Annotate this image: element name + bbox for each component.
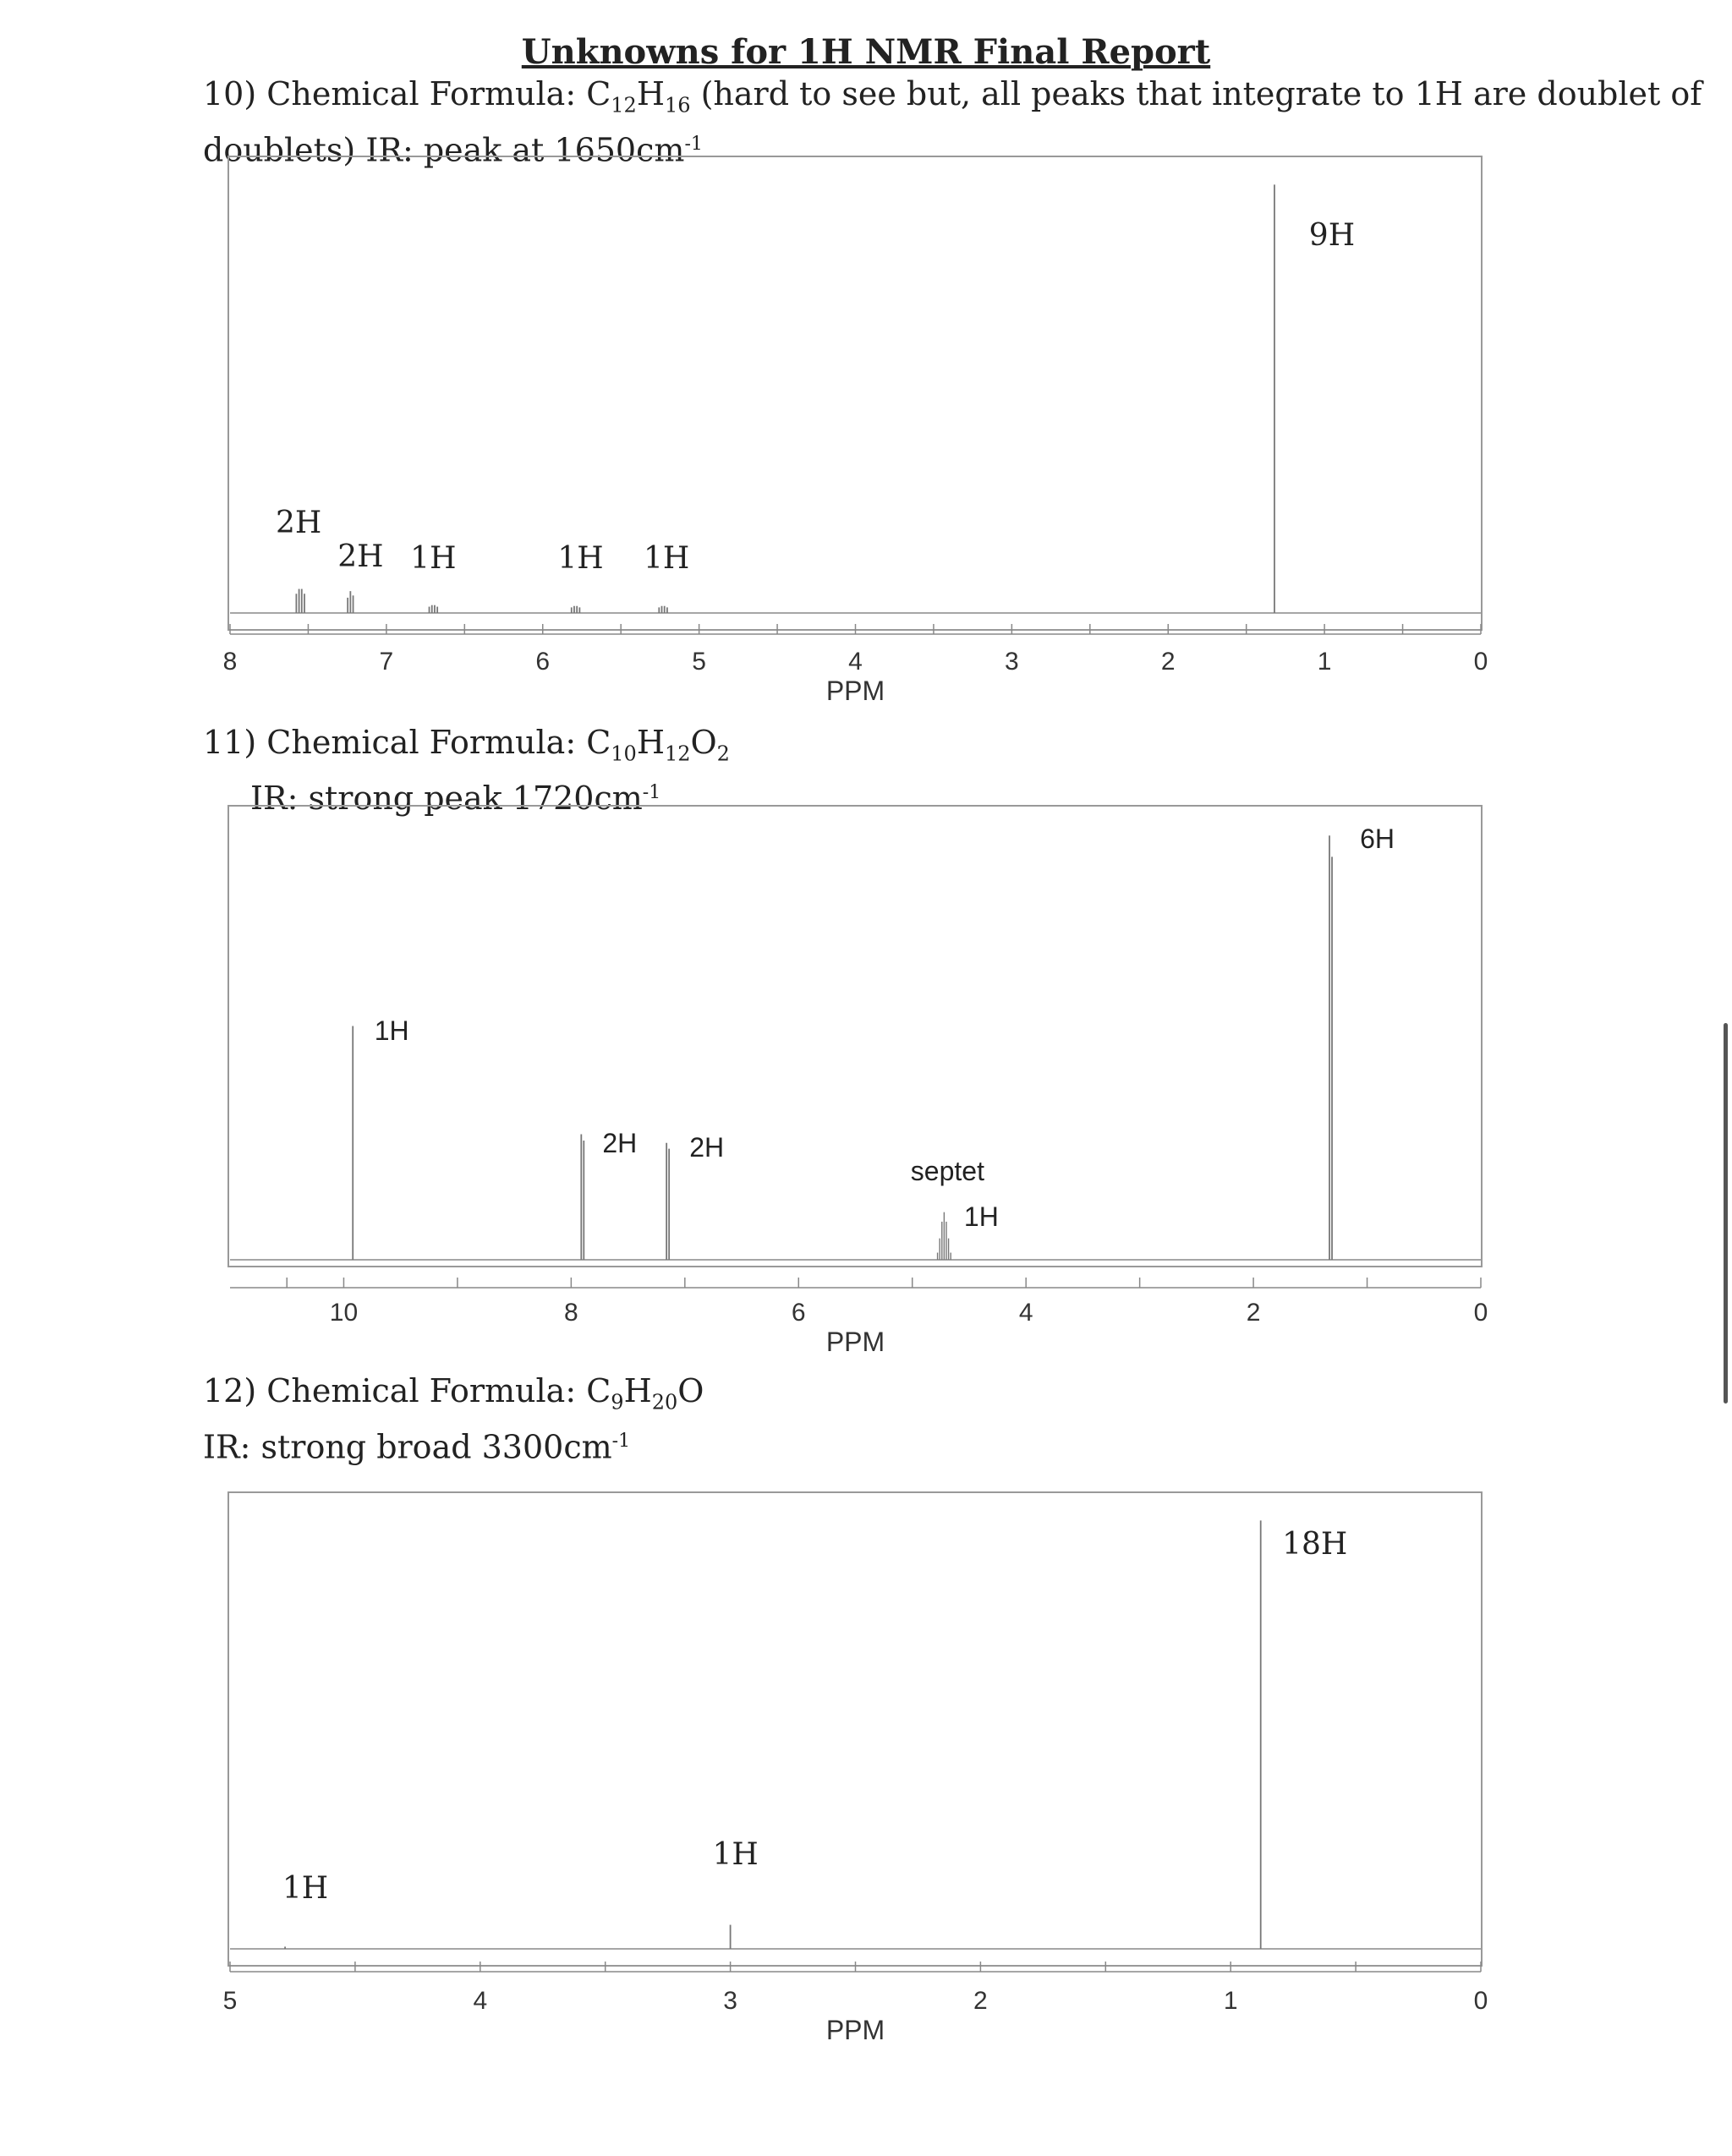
page-title: Unknowns for 1H NMR Final Report bbox=[521, 32, 1211, 72]
plot-frame bbox=[228, 1492, 1482, 1966]
scrollbar[interactable] bbox=[1724, 1023, 1728, 1404]
integration-label: 18H bbox=[1282, 1527, 1348, 1562]
peak bbox=[1274, 184, 1355, 613]
formula-element: O bbox=[690, 724, 717, 761]
peak bbox=[410, 541, 456, 613]
formula-subscript: 9 bbox=[611, 1390, 624, 1415]
x-tick-label: 5 bbox=[222, 1987, 238, 2015]
nmr-spectrum-11 bbox=[0, 802, 1732, 1360]
x-tick-label: 5 bbox=[692, 648, 706, 676]
integration-label: 1H bbox=[410, 541, 457, 576]
problem-number: 12) bbox=[203, 1372, 257, 1409]
problem-number: 11) bbox=[203, 724, 257, 761]
formula-element: H bbox=[623, 1372, 652, 1409]
x-tick-label: 8 bbox=[564, 1299, 578, 1327]
x-tick-label: 7 bbox=[379, 648, 394, 676]
peak bbox=[581, 1128, 637, 1260]
peak bbox=[1261, 1520, 1348, 1949]
x-axis-label: PPM bbox=[825, 1327, 885, 1357]
formula-subscript: 16 bbox=[664, 93, 691, 118]
formula-label: Chemical Formula: bbox=[266, 75, 587, 112]
integration-label: 1H bbox=[963, 1201, 999, 1232]
formula-subscript: 20 bbox=[651, 1390, 678, 1415]
peak bbox=[666, 1132, 724, 1260]
x-axis-label: PPM bbox=[825, 676, 885, 706]
integration-label: 1H bbox=[557, 541, 604, 576]
integration-label: 1H bbox=[712, 1837, 759, 1872]
formula-subscript: 12 bbox=[611, 93, 637, 118]
multiplicity-label: septet bbox=[910, 1156, 984, 1186]
nmr-spectrum-12 bbox=[0, 1488, 1732, 2055]
peak bbox=[644, 541, 689, 613]
integration-label: 2H bbox=[602, 1128, 638, 1158]
x-tick-label: 3 bbox=[723, 1987, 737, 2015]
x-tick-label: 0 bbox=[1473, 1987, 1488, 2015]
x-tick-label: 3 bbox=[1005, 648, 1019, 676]
integration-label: 6H bbox=[1360, 824, 1395, 854]
x-tick-label: 8 bbox=[222, 648, 238, 676]
x-tick-label: 4 bbox=[848, 648, 863, 676]
x-tick-label: 2 bbox=[1246, 1299, 1261, 1327]
formula-element: C bbox=[586, 75, 611, 112]
ir-unit-exponent: -1 bbox=[611, 1430, 631, 1452]
peak bbox=[712, 1837, 758, 1949]
x-tick-label: 10 bbox=[329, 1299, 359, 1327]
ir-info: doublets) IR: peak at 1650cm bbox=[203, 131, 685, 169]
x-tick-label: 0 bbox=[1473, 648, 1488, 676]
peak bbox=[337, 539, 383, 613]
formula-label: Chemical Formula: bbox=[266, 724, 587, 761]
x-tick-label: 6 bbox=[535, 648, 551, 676]
nmr-spectrum-10 bbox=[0, 152, 1732, 710]
formula-element: H bbox=[636, 75, 665, 112]
formula-element: C bbox=[586, 1372, 611, 1409]
ir-unit-exponent: -1 bbox=[642, 781, 661, 803]
formula-subscript: 2 bbox=[716, 741, 730, 766]
x-tick-label: 6 bbox=[791, 1299, 806, 1327]
peak bbox=[282, 1871, 328, 1949]
x-tick-label: 1 bbox=[1317, 648, 1332, 676]
formula-element: O bbox=[677, 1372, 704, 1409]
x-tick-label: 2 bbox=[973, 1987, 988, 2015]
x-tick-label: 1 bbox=[1223, 1987, 1238, 2015]
problem-12-description bbox=[203, 1371, 704, 1466]
integration-label: 2H bbox=[689, 1132, 725, 1163]
formula-label: Chemical Formula: bbox=[266, 1372, 587, 1409]
formula-element: H bbox=[636, 724, 665, 761]
integration-label: 1H bbox=[643, 541, 690, 576]
formula-subscript: 12 bbox=[664, 741, 691, 766]
formula-note: (hard to see but, all peaks that integrate to 1H are doublet of bbox=[690, 75, 1702, 112]
formula-subscript: 10 bbox=[611, 741, 637, 766]
integration-label: 2H bbox=[276, 506, 322, 540]
integration-label: 1H bbox=[282, 1871, 329, 1906]
integration-label: 9H bbox=[1308, 218, 1356, 253]
x-tick-label: 2 bbox=[1160, 648, 1176, 676]
x-tick-label: 4 bbox=[1018, 1299, 1033, 1327]
x-axis-label: PPM bbox=[825, 2015, 885, 2045]
integration-label: 2H bbox=[337, 539, 384, 574]
x-tick-label: 0 bbox=[1473, 1299, 1488, 1327]
integration-label: 1H bbox=[374, 1015, 409, 1046]
peak bbox=[557, 541, 603, 613]
peak bbox=[353, 1015, 408, 1260]
plot-frame bbox=[228, 806, 1482, 1267]
ir-info: IR: strong peak 1720cm bbox=[250, 780, 643, 818]
x-tick-label: 4 bbox=[473, 1987, 488, 2015]
formula-element: C bbox=[586, 724, 611, 761]
peak bbox=[911, 1156, 999, 1260]
ir-unit-exponent: -1 bbox=[684, 133, 703, 155]
peak bbox=[276, 506, 321, 613]
peak bbox=[1329, 824, 1395, 1260]
problem-number: 10) bbox=[203, 75, 257, 112]
ir-info: IR: strong broad 3300cm bbox=[203, 1428, 612, 1466]
